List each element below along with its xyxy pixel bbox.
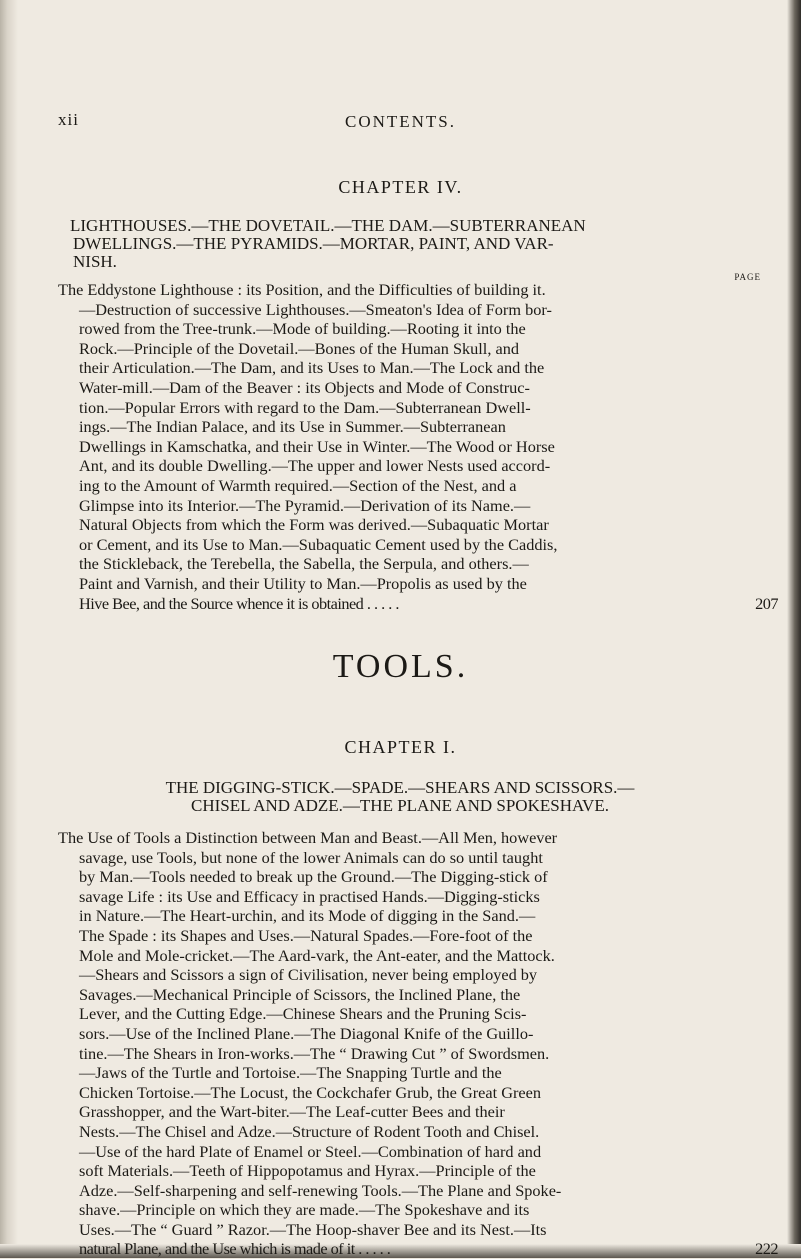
page-column-label: PAGE [734,272,761,282]
summary-line: Nests.—The Chisel and Adze.—Structure of Rodent Tooth and Chisel. [79,1121,540,1141]
summary-line: by Man.—Tools needed to break up the Ground.—The Digging-stick of [79,867,548,887]
subtitle-line: DWELLINGS.—THE PYRAMIDS.—MORTAR, PAINT, AND VAR- [73,234,554,253]
summary-line: tion.—Popular Errors with regard to the Dam.—Subterranean Dwell- [79,397,531,417]
summary-line: their Articulation.—The Dam, and its Uses to Man.—The Lock and the [79,358,545,378]
part-title-tools: TOOLS. [332,648,469,685]
chapter-i-summary [58,828,778,1259]
summary-line: The Spade : its Shapes and Uses.—Natural Spades.—Fore-foot of the [79,925,533,945]
summary-line-last [58,1239,778,1259]
summary-line: rowed from the Tree-trunk.—Mode of building.—Rooting it into the [79,319,526,339]
summary-line: savage Life : its Use and Efficacy in practised Hands.—Digging-sticks [79,886,540,906]
summary-line: —Jaws of the Turtle and Tortoise.—The Snapping Turtle and the [79,1063,502,1083]
subtitle-line: CHISEL AND ADZE.—THE PLANE AND SPOKESHAVE. [191,796,609,815]
summary-line: Natural Objects from which the Form was derived.—Subaquatic Mortar [79,515,549,535]
page-number: 222 [755,1239,778,1259]
summary-line: Lever, and the Cutting Edge.—Chinese Shears and the Pruning Scis- [79,1004,527,1024]
chapter-i-heading: CHAPTER I. [344,737,457,757]
summary-line: soft Materials.—Teeth of Hippopotamus and Hyrax.—Principle of the [79,1161,536,1181]
summary-line: in Nature.—The Heart-urchin, and its Mode of digging in the Sand.— [79,906,536,926]
page-number: 207 [755,593,778,613]
chapter-iv-subtitle [70,217,770,271]
summary-line: ing to the Amount of Warmth required.—Section of the Nest, and a [79,475,517,495]
summary-line: Grasshopper, and the Wart-biter.—The Leaf-cutter Bees and their [79,1102,505,1122]
summary-line: Chicken Tortoise.—The Locust, the Cockchafer Grub, the Great Green [79,1082,541,1102]
folio-number: xii [58,110,79,129]
subtitle-line: THE DIGGING-STICK.—SPADE.—SHEARS AND SCISSORS.— [165,778,635,797]
summary-line: ings.—The Indian Palace, and its Use in Summer.—Subterranean [79,417,506,437]
summary-line: Mole and Mole-cricket.—The Aard-vark, the Ant-eater, and the Mattock. [79,945,555,965]
summary-line: Adze.—Self-sharpening and self-renewing Tools.—The Plane and Spoke- [79,1180,562,1200]
summary-line: or Cement, and its Use to Man.—Subaquatic Cement used by the Caddis, [79,534,558,554]
subtitle-line: LIGHTHOUSES.—THE DOVETAIL.—THE DAM.—SUBTERRANEAN [70,216,586,235]
summary-line: shave.—Principle on which they are made.—The Spokeshave and its [79,1200,530,1220]
summary-line: The Use of Tools a Distinction between Man and Beast.—All Men, however [58,828,558,847]
summary-line: Paint and Varnish, and their Utility to Man.—Propolis as used by the [79,573,527,593]
chapter-iv-heading: CHAPTER IV. [338,177,463,197]
summary-line: tine.—The Shears in Iron-works.—The “ Drawing Cut ” of Swordsmen. [79,1043,550,1063]
summary-line: —Shears and Scissors a sign of Civilisation, never being employed by [79,965,538,985]
summary-line-text: Hive Bee, and the Source whence it is obtained . . . . . [79,593,399,613]
summary-line-last [58,594,778,614]
summary-line: Savages.—Mechanical Principle of Scissors, the Inclined Plane, the [79,984,521,1004]
summary-line: savage, use Tools, but none of the lower Animals can do so until taught [79,847,543,867]
subtitle-line: NISH. [73,252,117,271]
summary-line: Uses.—The “ Guard ” Razor.—The Hoop-shaver Bee and its Nest.—Its [79,1219,547,1239]
summary-line-text: natural Plane, and the Use which is made of it . . . . . [79,1239,391,1259]
chapter-iv-summary [58,280,778,613]
summary-line: —Destruction of successive Lighthouses.—Smeaton's Idea of Form bor- [79,299,552,319]
summary-line: Rock.—Principle of the Dovetail.—Bones of the Human Skull, and [79,338,519,358]
chapter-i-subtitle [90,779,710,815]
summary-line: Ant, and its double Dwelling.—The upper and lower Nests used accord- [79,456,551,476]
summary-line: sors.—Use of the Inclined Plane.—The Diagonal Knife of the Guillo- [79,1023,534,1043]
summary-line: Water-mill.—Dam of the Beaver : its Objects and Mode of Construc- [79,377,530,397]
summary-line: Dwellings in Kamschatka, and their Use in Winter.—The Wood or Horse [79,436,555,456]
summary-line: the Stickleback, the Terebella, the Sabella, the Serpula, and others.— [79,554,529,574]
page-header [0,110,801,134]
summary-line: Glimpse into its Interior.—The Pyramid.—Derivation of its Name.— [79,495,531,515]
summary-line: The Eddystone Lighthouse : its Position, and the Difficulties of building it. [58,280,546,299]
running-head: CONTENTS. [344,112,457,131]
summary-line: —Use of the hard Plate of Enamel or Steel.—Combination of hard and [79,1141,542,1161]
